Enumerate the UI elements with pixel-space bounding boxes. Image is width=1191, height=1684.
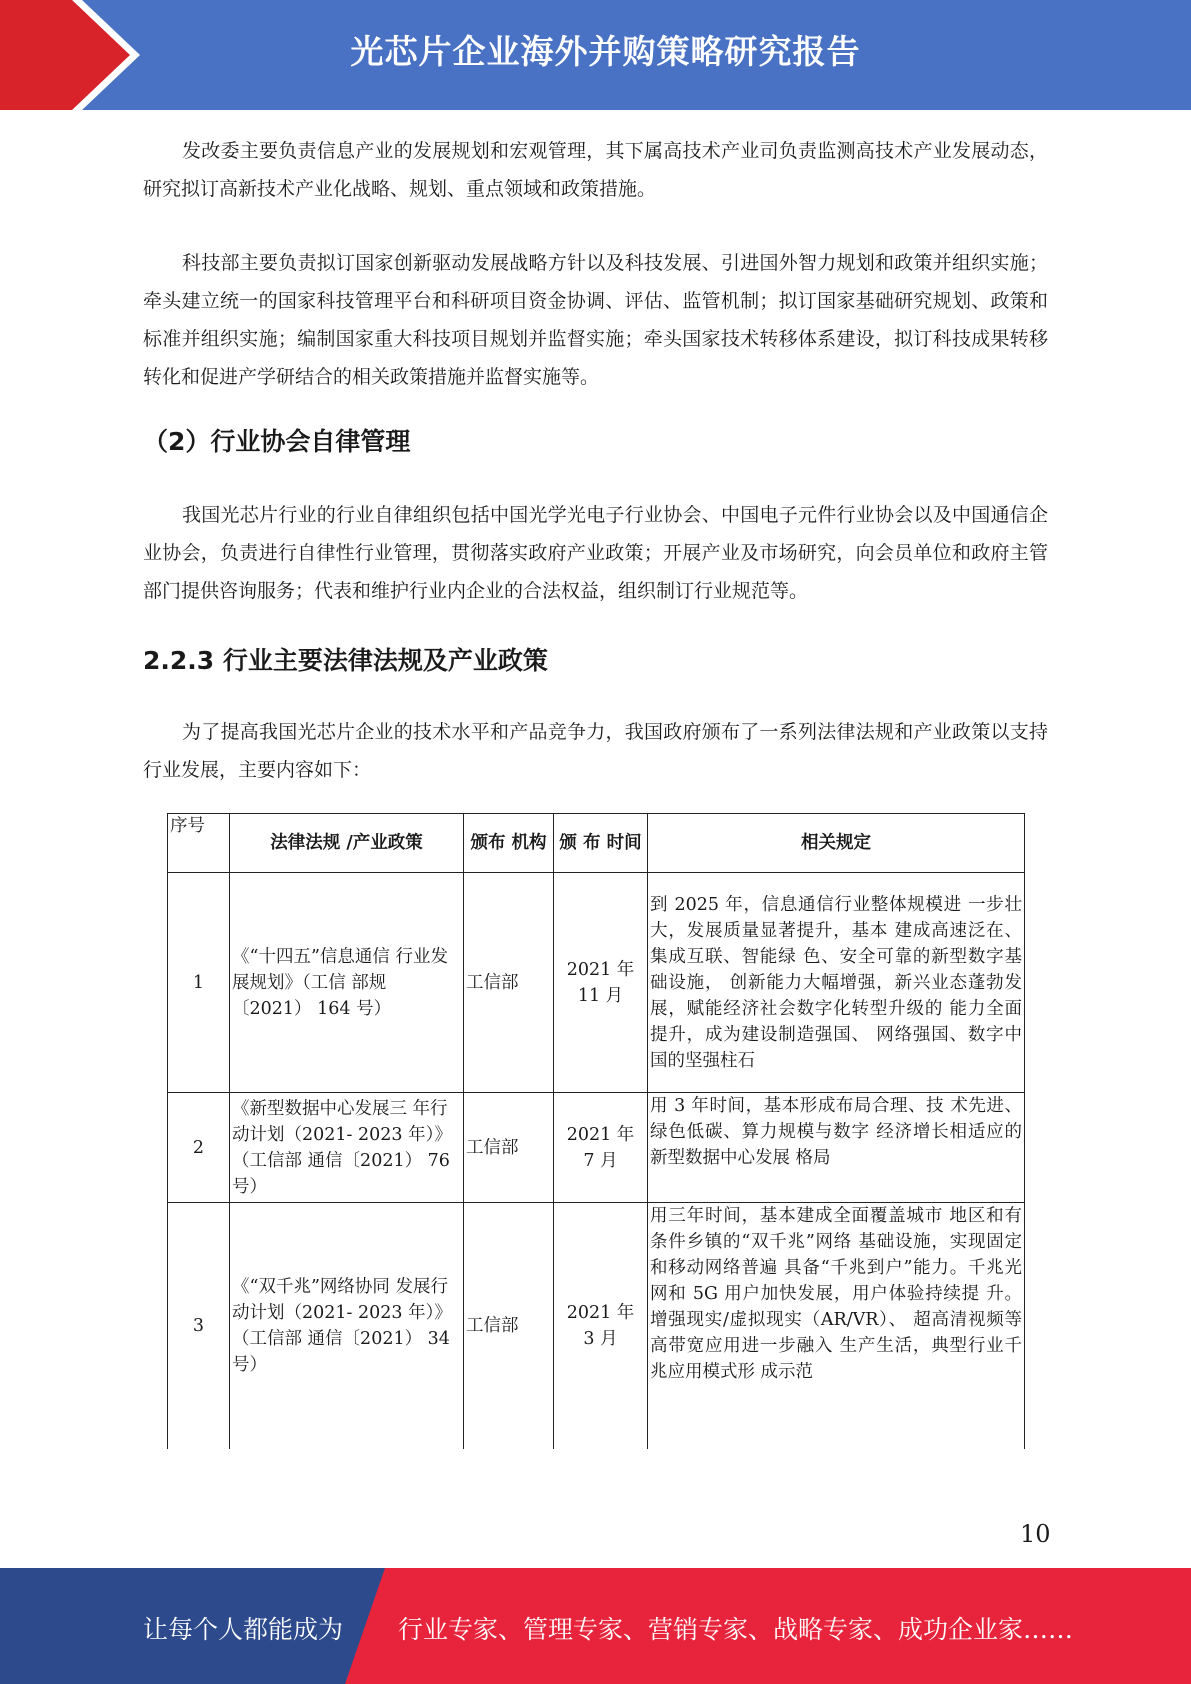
cell-issuer: 工信部 (464, 1093, 554, 1203)
cell-law: 《“双千兆”网络协同 发展行动计划（2021- 2023 年）》（工信部 通信〔2021） 34 号） (230, 1203, 464, 1449)
col-header-issuer: 颁布 机构 (464, 814, 554, 873)
report-title: 光芯片企业海外并购策略研究报告 (350, 32, 861, 71)
policy-table (167, 813, 1025, 1449)
page-header (0, 0, 1191, 110)
date-year: 2021 年 (566, 1124, 635, 1145)
cell-seq: 2 (168, 1093, 230, 1203)
date-year: 2021 年 (566, 1302, 635, 1323)
col-header-date: 颁 布 时间 (554, 814, 648, 873)
date-month: 3 月 (583, 1328, 618, 1349)
paragraph-most: 科技部主要负责拟订国家创新驱动发展战略方针以及科技发展、引进国外智力规划和政策并组织实施；牵头建立统一的国家科技管理平台和科研项目资金协调、评估、监管机制；拟订国家基础研究规划、政策和标准并组织实施；编制国家重大科技项目规划并监督实施；牵头国家技术转移体系建设，拟订科技成果转移转化和促进产学研结合的相关政策措施并监督实施等。 (143, 252, 1048, 388)
section-heading-laws-policies: 2.2.3 行业主要法律法规及产业政策 (143, 646, 548, 675)
paragraph-industry-associations: 我国光芯片行业的行业自律组织包括中国光学光电子行业协会、中国电子元件行业协会以及中国通信企业协会，负责进行自律性行业管理，贯彻落实政府产业政策；开展产业及市场研究，向会员单位和政府主管部门提供咨询服务；代表和维护行业内企业的合法权益，组织制订行业规范等。 (143, 504, 1048, 602)
table-row (168, 1203, 1025, 1449)
cell-date (554, 1093, 648, 1203)
cell-provision: 到 2025 年，信息通信行业整体规模进 一步壮大，发展质量显著提升，基本 建成高速泛在、集成互联、智能绿 色、安全可靠的新型数字基础设施， 创新能力大幅增强，新兴业态蓬勃发 展，赋能经济社会数字化转型升级的 能力全面提升，成为建设制造强国、 网络强国、数字中国的坚强柱石 (648, 873, 1025, 1093)
table-row (168, 873, 1025, 1093)
section-heading-self-regulation: （2）行业协会自律管理 (143, 427, 411, 456)
footer-slogan-left: 让每个人都能成为 (143, 1615, 344, 1644)
cell-date (554, 1203, 648, 1449)
date-year: 2021 年 (566, 959, 635, 980)
paragraph-ndrc: 发改委主要负责信息产业的发展规划和宏观管理，其下属高技术产业司负责监测高技术产业发展动态，研究拟订高新技术产业化战略、规划、重点领域和政策措施。 (143, 140, 1048, 200)
cell-provision: 用三年时间，基本建成全面覆盖城市 地区和有条件乡镇的“双千兆”网络 基础设施，实现固定和移动网络普遍 具备“千兆到户”能力。千兆光网和 5G 用户加快发展，用户体验持续提 升。增强现实/虚拟现实（AR/VR）、 超高清视频等高带宽应用进一步融入 生产生活，典型行业千兆应用模式形 成示范 (648, 1203, 1025, 1449)
page-footer (0, 1568, 1191, 1684)
cell-seq: 3 (168, 1203, 230, 1449)
cell-provision: 用 3 年时间，基本形成布局合理、技 术先进、绿色低碳、算力规模与数字 经济增长相适应的新型数据中心发展 格局 (648, 1093, 1025, 1203)
cell-date (554, 873, 648, 1093)
page-number: 10 (1020, 1520, 1051, 1548)
table-row (168, 1093, 1025, 1203)
date-month: 11 月 (577, 985, 624, 1006)
table-header-row (168, 814, 1025, 873)
cell-law: 《“十四五”信息通信 行业发展规划》（工信 部规〔2021） 164 号） (230, 873, 464, 1093)
cell-issuer: 工信部 (464, 873, 554, 1093)
cell-seq: 1 (168, 873, 230, 1093)
col-header-provision: 相关规定 (648, 814, 1025, 873)
col-header-law: 法律法规 /产业政策 (230, 814, 464, 873)
footer-slogan-right: 行业专家、管理专家、营销专家、战略专家、成功企业家…… (398, 1615, 1074, 1644)
cell-law: 《新型数据中心发展三 年行动计划（2021- 2023 年）》（工信部 通信〔2021） 76 号） (230, 1093, 464, 1203)
cell-issuer: 工信部 (464, 1203, 554, 1449)
col-header-seq: 序号 (168, 814, 230, 873)
date-month: 7 月 (583, 1150, 618, 1171)
paragraph-policy-intro: 为了提高我国光芯片企业的技术水平和产品竞争力，我国政府颁布了一系列法律法规和产业政策以支持行业发展，主要内容如下： (143, 721, 1048, 781)
